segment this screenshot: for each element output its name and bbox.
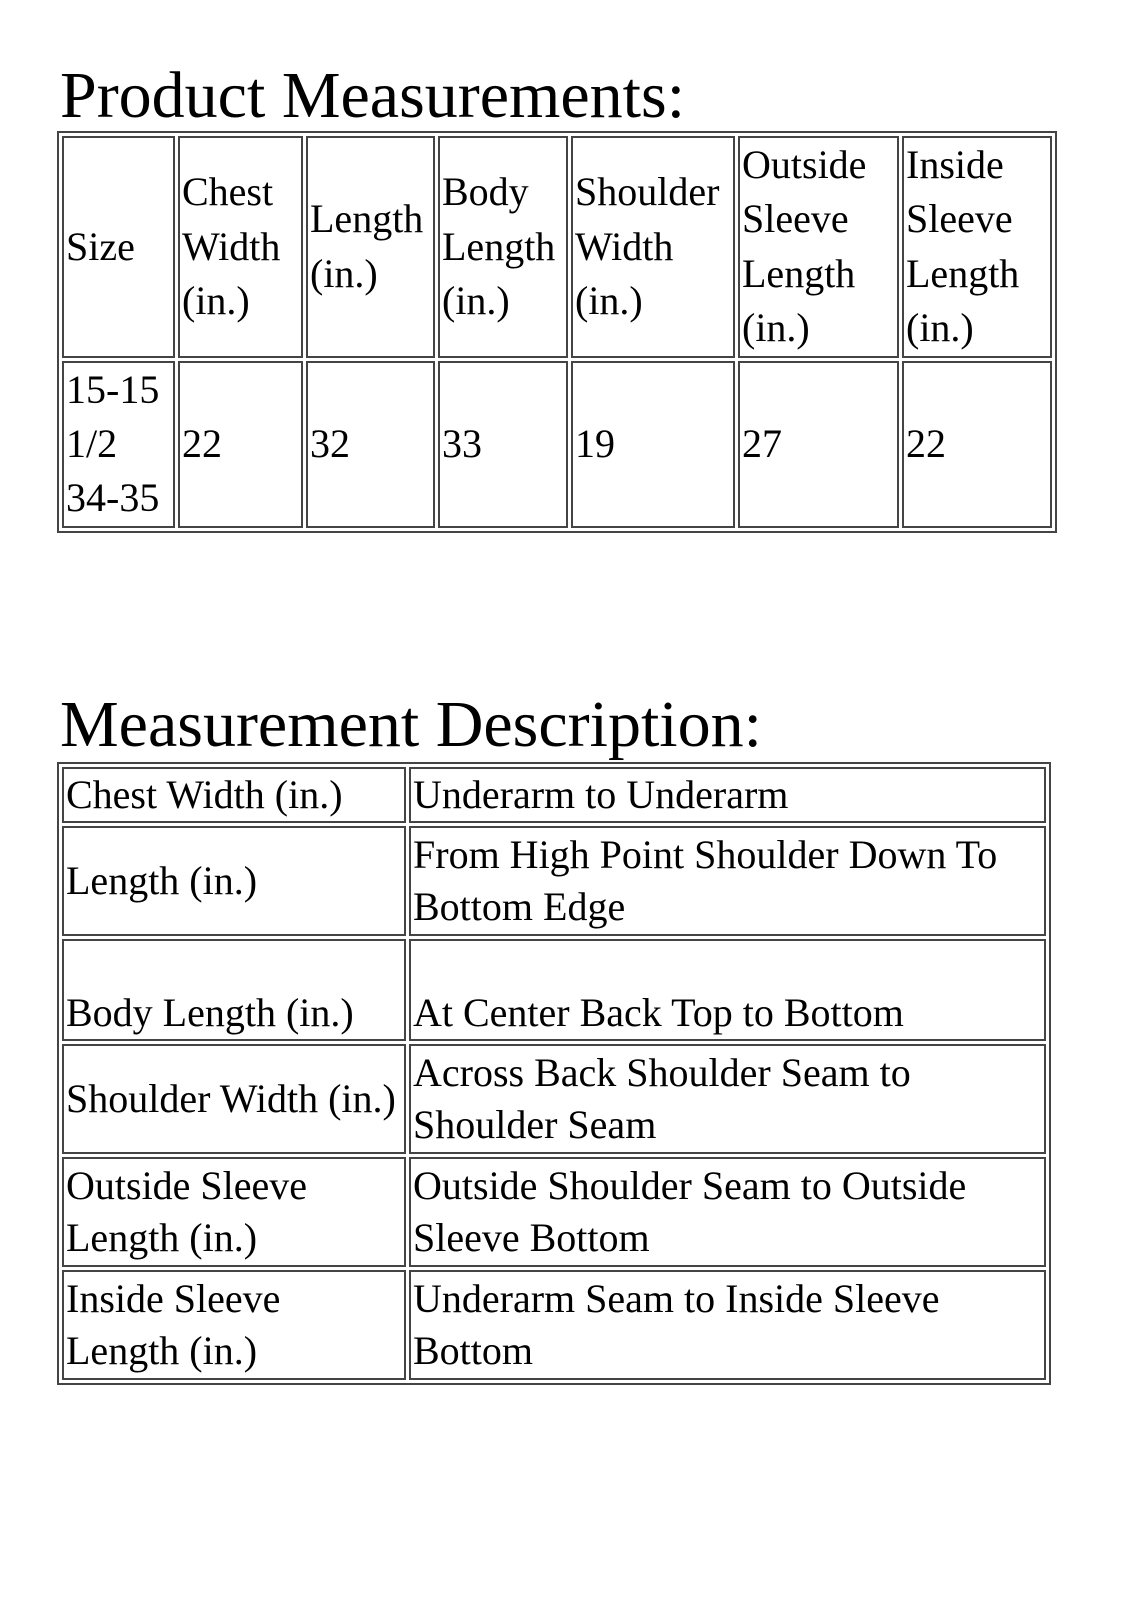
size-cell: 15-15 1/2 34-35: [62, 361, 175, 528]
product-measurements-table: [57, 131, 1057, 533]
description-cell: Underarm to Underarm: [409, 767, 1046, 823]
header-shoulder-width: Shoulder Width (in.): [571, 136, 735, 358]
header-outside-sleeve-length: Outside Sleeve Length (in.): [738, 136, 899, 358]
header-length: Length (in.): [306, 136, 435, 358]
term-cell: Length (in.): [62, 826, 406, 936]
table-row: [62, 1157, 1046, 1267]
table-row: [62, 1270, 1046, 1380]
term-cell: Outside Sleeve Length (in.): [62, 1157, 406, 1267]
header-body-length: Body Length (in.): [438, 136, 568, 358]
description-cell: From High Point Shoulder Down To Bottom Edge: [409, 826, 1046, 936]
table-row: [62, 939, 1046, 1041]
body-length-cell: 33: [438, 361, 568, 528]
header-chest-width: Chest Width (in.): [178, 136, 303, 358]
description-cell: Across Back Shoulder Seam to Shoulder Seam: [409, 1044, 1046, 1154]
product-measurements-heading: Product Measurements:: [60, 59, 686, 132]
table-row: [62, 767, 1046, 823]
term-cell: Inside Sleeve Length (in.): [62, 1270, 406, 1380]
term-cell: Shoulder Width (in.): [62, 1044, 406, 1154]
measurement-description-heading: Measurement Description:: [60, 688, 762, 761]
description-cell: At Center Back Top to Bottom: [409, 939, 1046, 1041]
measurement-description-table: [57, 762, 1051, 1385]
table-row: [62, 1044, 1046, 1154]
table-header-row: [62, 136, 1052, 358]
length-cell: 32: [306, 361, 435, 528]
shoulder-width-cell: 19: [571, 361, 735, 528]
table-row: [62, 361, 1052, 528]
header-size: Size: [62, 136, 175, 358]
description-cell: Outside Shoulder Seam to Outside Sleeve Bottom: [409, 1157, 1046, 1267]
inside-sleeve-length-cell: 22: [902, 361, 1052, 528]
table-row: [62, 826, 1046, 936]
description-cell: Underarm Seam to Inside Sleeve Bottom: [409, 1270, 1046, 1380]
chest-width-cell: 22: [178, 361, 303, 528]
term-cell: Chest Width (in.): [62, 767, 406, 823]
outside-sleeve-length-cell: 27: [738, 361, 899, 528]
header-inside-sleeve-length: Inside Sleeve Length (in.): [902, 136, 1052, 358]
term-cell: Body Length (in.): [62, 939, 406, 1041]
